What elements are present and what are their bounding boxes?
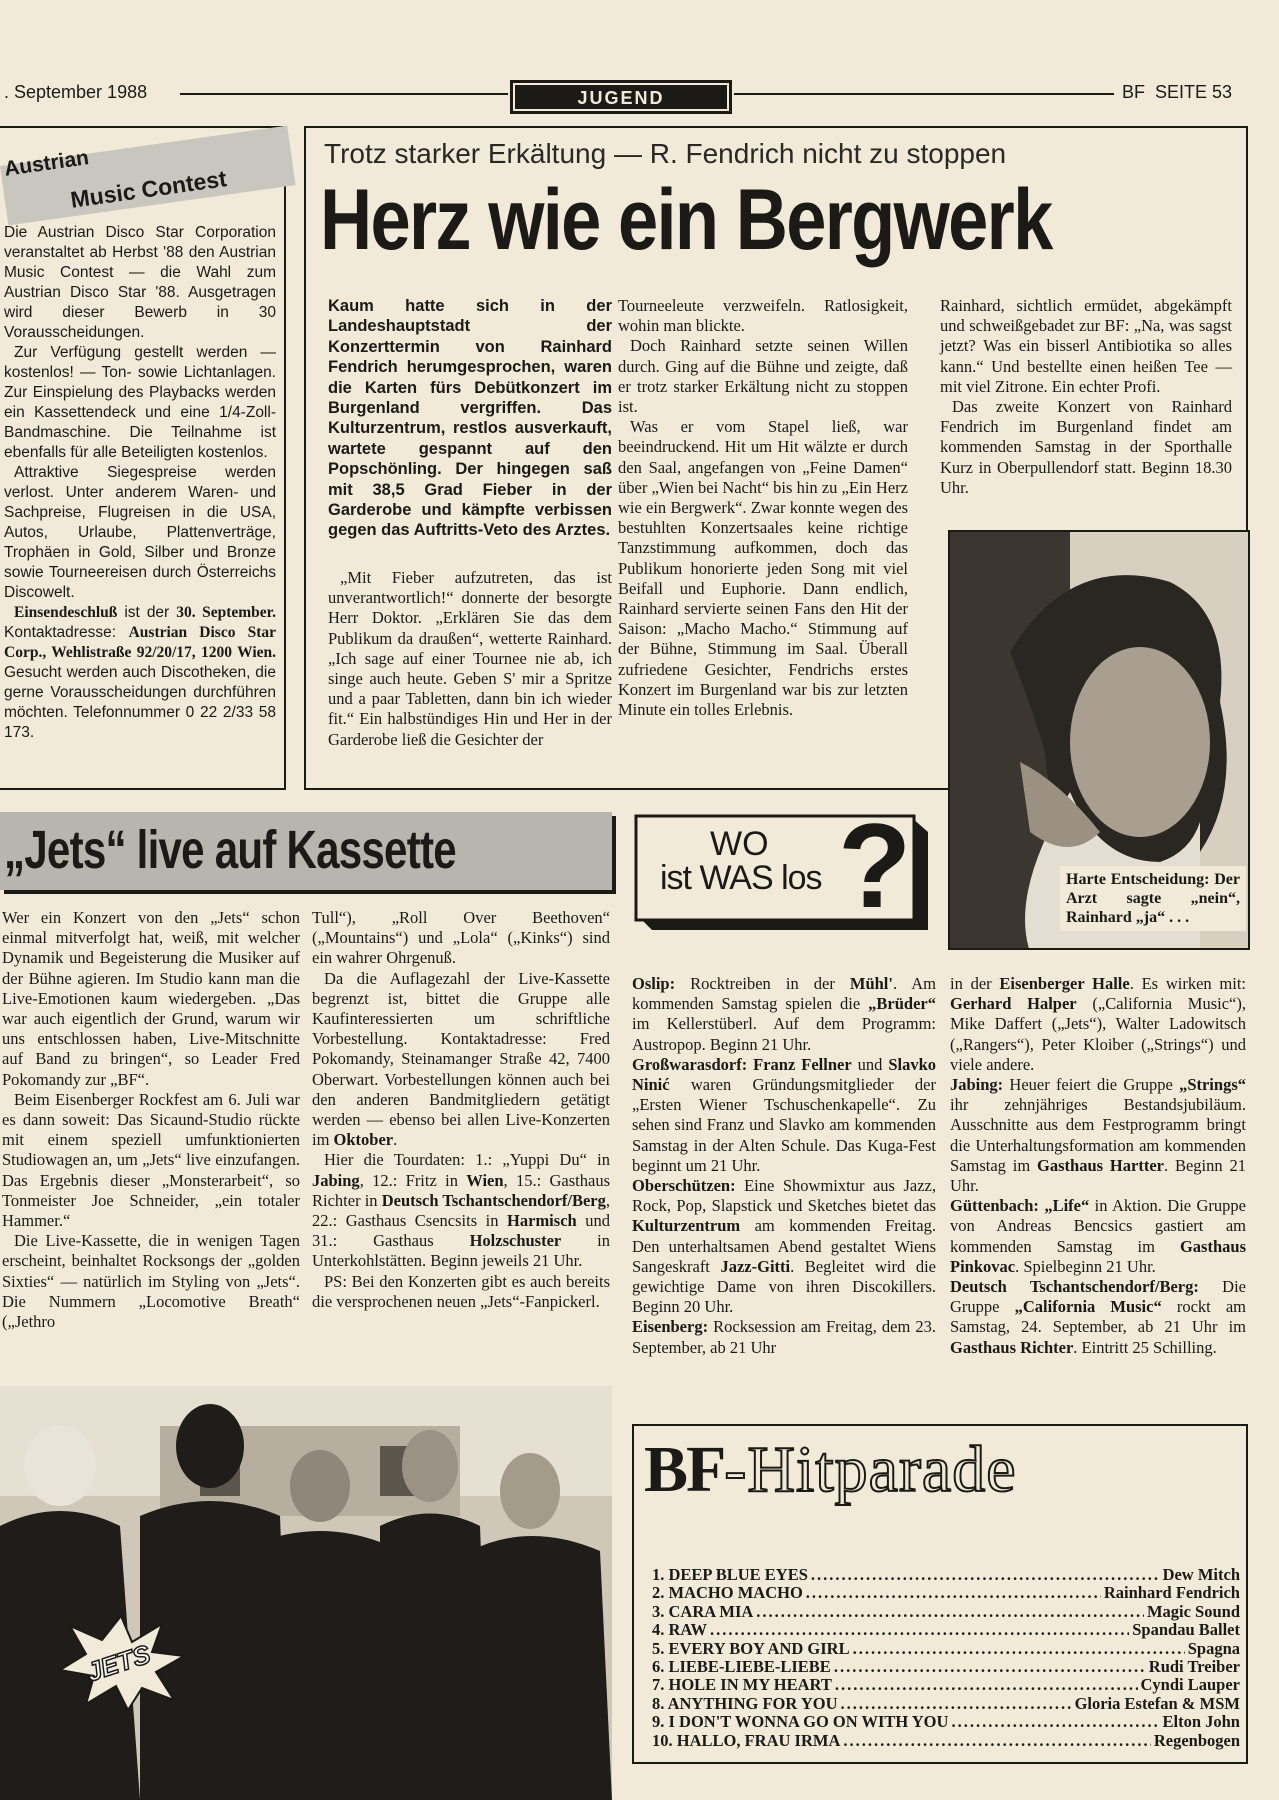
- entry-rank: 6.: [652, 1657, 665, 1677]
- hitparade-title: [644, 1432, 1017, 1516]
- event-bold: Jazz-Gitti: [720, 1256, 791, 1276]
- event-text: waren Gründungsmitglieder der „Ersten Wiener Tschuschenkapelle“. Zu sehen sind Franz und Slavko am kommenden Samstag in der Alten Schule. Das Kuga-Fest beginnt um 21 Uhr.: [632, 1075, 936, 1175]
- entry-artist: Dew Mitch: [1162, 1565, 1240, 1584]
- event-text: Die Gruppe: [950, 1277, 1246, 1317]
- band-illustration: [0, 1386, 612, 1800]
- article-paragraph: Was er vom Stapel ließ, war beeindruckend. Hit um Hit wälzte er durch den Saal, angefangen von „Feine Damen“ über „Wien bei Nacht“ bis hin zu „Ein Herz wie ein Bergwerk“. Zwar konnte wegen des bestuhlten Konzertsaales keine richtige Tanzstimmung aufkommen, doch das Publikum honorierte jeden Song mit viel Beifall und Euphorie. Dann endlich, Rainhard servierte seinen Fans den Hit der Saison: „Macho Macho.“ Stimmung auf der Bühne, Stimmung im Saal. Überall zufriedene Gesichter, Fendrichs erstes Konzert im Burgenland war bis zur letzten Minute ein tolles Erlebnis.: [618, 417, 908, 720]
- event-bold: „Brüder“: [868, 994, 936, 1014]
- event-place: Deutsch Tschantschendorf/Berg:: [950, 1277, 1199, 1297]
- entry-title: RAW: [668, 1620, 708, 1640]
- event-entry: [950, 1277, 1246, 1358]
- jets-bold: Oktober: [333, 1130, 394, 1150]
- fendrich-photo: [948, 530, 1250, 950]
- entry-rank-title: [652, 1695, 837, 1713]
- event-text: in der: [950, 974, 1000, 993]
- jets-paragraph: PS: Bei den Konzerten gibt es auch bereits die versprochenen neuen „Jets“-Fanpickerl.: [312, 1271, 610, 1311]
- event-bold: Gasthaus Richter: [950, 1337, 1074, 1357]
- event-text: ihr zehnjähriges Bestandsjubiläum. Ausschnitte aus dem Festprogramm bringt die Unterhaltungsformation am kommenden Samstag im: [950, 1095, 1246, 1175]
- article-column-2: [618, 296, 908, 720]
- jets-text: , 15.: Gasthaus Richter in: [312, 1170, 610, 1210]
- entry-rank-title: [652, 1603, 753, 1621]
- chart-entry: [652, 1713, 1240, 1731]
- chart-entry: [652, 1695, 1240, 1713]
- event-entry: [632, 1317, 936, 1357]
- event-text: („California Music“), Mike Daffert („Jets“), Walter Ladowitsch („Rangers“), Peter Kloiber („Strings“) und viele andere.: [950, 994, 1247, 1074]
- page-number: BF SEITE 53: [1122, 82, 1233, 102]
- hitparade-list: [652, 1566, 1240, 1750]
- entry-rank: 10.: [652, 1730, 673, 1750]
- entry-rank: 4.: [652, 1620, 665, 1640]
- leader-dots: [834, 1658, 1146, 1676]
- event-bold: Gerhard Halper: [950, 994, 1077, 1014]
- chart-entry: [652, 1621, 1240, 1639]
- entry-artist: Spagna: [1187, 1638, 1240, 1658]
- entry-rank: 2.: [652, 1583, 665, 1603]
- section-label: JUGEND: [510, 80, 732, 114]
- chart-entry: [652, 1732, 1240, 1750]
- event-place: Eisenberg:: [632, 1317, 709, 1337]
- entry-title: LIEBE-LIEBE-LIEBE: [668, 1657, 831, 1677]
- event-text: . Es wirken mit:: [1129, 974, 1247, 993]
- entry-artist: Regenbogen: [1153, 1730, 1240, 1750]
- entry-rank-title: [652, 1621, 707, 1639]
- chart-entry: [652, 1640, 1240, 1658]
- leader-dots: [806, 1584, 1101, 1602]
- event-text: . Eintritt 25 Schilling.: [1073, 1337, 1217, 1357]
- event-entry: [632, 1176, 936, 1317]
- event-text: Eine Showmixtur aus Jazz, Rock, Pop, Slapstick und Sketches bietet das: [632, 1176, 936, 1216]
- event-text: Rocksession am Freitag, dem 23. September, ab 21 Uhr: [632, 1317, 936, 1357]
- jets-badge: [56, 1614, 186, 1710]
- jets-text: , 22.: Gasthaus Csencsits in: [312, 1190, 610, 1231]
- leader-dots: [843, 1732, 1150, 1750]
- entry-rank: 1.: [652, 1565, 665, 1584]
- contest-article: [4, 223, 276, 743]
- wo-column-2: [950, 974, 1246, 1358]
- event-bold: Mühl': [849, 974, 893, 993]
- event-entry: [950, 1196, 1246, 1277]
- jets-band-photo: [0, 1386, 612, 1800]
- hitparade-title-bf: BF: [644, 1433, 725, 1506]
- event-place: Jabing:: [950, 1075, 1004, 1095]
- entry-title: EVERY BOY AND GIRL: [668, 1638, 850, 1658]
- leader-dots: [840, 1695, 1071, 1713]
- leader-dots: [835, 1676, 1138, 1694]
- question-mark-icon: ?: [838, 799, 912, 933]
- contact-rest: Gesucht werden auch Discotheken, die gerne Vorausscheidungen durchführen möchten. Telefonnummer 0 22 2/33 58 173.: [4, 664, 276, 741]
- event-text: . Am kommenden Samstag spielen die: [632, 974, 937, 1014]
- article-paragraph: Doch Rainhard setzte seinen Willen durch. Ging auf die Bühne und zeigte, daß er trotz starker Erkältung nicht zu stoppen ist.: [618, 336, 908, 417]
- leader-dots: [951, 1713, 1159, 1731]
- entry-title: I DON'T WONNA GO ON WITH YOU: [668, 1712, 949, 1732]
- event-bold: „Strings“: [1179, 1075, 1246, 1095]
- event-entry: [950, 1075, 1246, 1196]
- entry-title: MACHO MACHO: [668, 1583, 803, 1603]
- event-entry: [632, 1055, 936, 1176]
- deadline-date: 30. September.: [176, 604, 276, 621]
- entry-artist: Cyndi Lauper: [1140, 1675, 1240, 1695]
- wo-column-1: [632, 974, 936, 1358]
- jets-text: Da die Auflagezahl der Live-Kassette begrenzt ist, bittet die Gruppe alle Kaufinteressierten um schriftliche Vorbestellung. Kontaktadresse: Fred Pokomandy, Steinamanger Straße 42, 7400 Oberwart. Vorbestellungen können auch bei den anderen Bandmitgliedern getätigt werden — ebenso bei allen Live-Konzerten im: [312, 968, 610, 1150]
- entry-rank-title: [652, 1713, 948, 1731]
- deadline-text: ist der: [117, 604, 177, 621]
- article-column-3: [940, 296, 1232, 498]
- article-column-1: [328, 568, 612, 750]
- page-header: [0, 80, 1279, 114]
- event-text: . Begleitet wird die gewichtige Dame von ihren Discokillers. Beginn 20 Uhr.: [632, 1256, 936, 1317]
- jets-text: , 12.: Fritz in: [359, 1170, 467, 1190]
- entry-rank-title: [652, 1658, 831, 1676]
- entry-title: HALLO, FRAU IRMA: [676, 1730, 841, 1750]
- jets-paragraph: Beim Eisenberger Rockfest am 6. Juli war es dann soweit: Das Sicaund-Studio rückte mit einem speziell umfunktionierten Studiowagen an, um „Jets“ live einzufangen. Das Ergebnis dieser „Monsterarbeit“, so Tonmeister Joe Schneider, „ein totaler Hammer.“: [2, 1089, 300, 1231]
- banner-line-1: Austrian: [2, 146, 91, 181]
- event-text: rockt am Samstag, 24. September, ab 21 Uhr im: [950, 1297, 1247, 1337]
- jets-paragraph: Wer ein Konzert von den „Jets“ schon einmal mitverfolgt hat, weiß, mit welcher Dynamik und Begeisterung die Musiker auf der Bühne agieren. Im Studio kann man die Live-Emotionen kaum wiedergeben. „Das war auch eigentlich der Grund, warum wir uns entschlossen haben, Live-Mitschnitte auf Band zu bringen“, so Leader Fred Pokomandy zur „BF“.: [2, 908, 300, 1089]
- event-text: im Kellerstüberl. Auf dem Programm: Austropop. Beginn 21 Uhr.: [632, 1014, 936, 1054]
- entry-rank: 7.: [652, 1675, 665, 1695]
- chart-entry: [652, 1658, 1240, 1676]
- event-text: . Beginn 21 Uhr.: [950, 1155, 1246, 1196]
- article-paragraph: „Mit Fieber aufzutreten, das ist unverantwortlich!“ donnerte der besorgte Herr Doktor. „Erklären Sie das dem Publikum da draußen“, wetterte Rainhard. „Ich sage auf einer Tournee nie ab, ich singe auch heute. Geben S' mir a Spritze und a paar Tabletten, dann bin ich wieder fit.“ Ein halbstündiges Hin und Her in der Garderobe ließ die Gesichter der: [328, 568, 612, 749]
- wo-ist-was-los-logo: [632, 799, 932, 936]
- jets-column-2: [312, 908, 610, 1312]
- article-paragraph: Das zweite Konzert von Rainhard Fendrich im Burgenland findet am kommenden Samstag in der Sporthalle Kurz in Oberpullendorf statt. Beginn 18.30 Uhr.: [940, 397, 1232, 497]
- contact-intro: Kontaktadresse:: [4, 624, 129, 641]
- event-bold: Kulturzentrum: [632, 1216, 741, 1236]
- deadline-label: Einsendeschluß: [14, 604, 118, 621]
- jets-text: in Unterkohlstätten. Beginn jeweils 21 Uhr.: [312, 1231, 611, 1271]
- wo-line-1: WO: [710, 825, 769, 863]
- jets-bold: Jabing: [312, 1170, 360, 1190]
- hitparade-title-rest: -Hitparade: [724, 1433, 1017, 1506]
- jets-bold: Wien: [466, 1170, 504, 1190]
- entry-rank: 9.: [652, 1712, 665, 1732]
- leader-dots: [710, 1621, 1129, 1639]
- jets-bold: Holzschuster: [469, 1231, 562, 1251]
- event-bold: Slavko Ninić: [632, 1054, 937, 1095]
- entry-artist: Gloria Estefan & MSM: [1074, 1693, 1240, 1713]
- chart-entry: [652, 1676, 1240, 1694]
- jets-paragraph: Da die Auflagezahl der Live-Kassette begrenzt ist, bittet die Gruppe alle Kaufinteressierten um schriftliche Vorbestellung. Kontaktadresse: Fred Pokomandy, Steinamanger Straße 42, 7400 Oberwart. Vorbestellungen können auch bei den anderen Bandmitgliedern getätigt werden — ebenso bei allen Live-Konzerten im Oktober.: [312, 968, 610, 1150]
- wo-line-2: ist WAS los: [660, 859, 822, 897]
- jets-paragraph: Tull“), „Roll Over Beethoven“ („Mountains“) und „Lola“ („Kinks“) sind ein wahrer Ohrgenuß.: [312, 908, 610, 968]
- entry-rank-title: [652, 1732, 840, 1750]
- contest-paragraph: Attraktive Siegespreise werden verlost. Unter anderem Waren- und Sachpreise, Flugreisen in die USA, Autos, Urlaube, Plattenverträge, Trophäen in Gold, Silber und Bronze sowie Tourneereisen durch Österreichs Discowelt.: [4, 464, 276, 601]
- article-headline: Herz wie ein Bergwerk: [320, 172, 1052, 268]
- entry-title: HOLE IN MY HEART: [668, 1675, 832, 1695]
- contest-deadline: [4, 603, 276, 743]
- entry-rank-title: [652, 1640, 850, 1658]
- event-bold: Eisenberger Halle: [999, 974, 1130, 993]
- article-lead: Kaum hatte sich in der Landeshauptstadt der Konzerttermin von Rainhard Fendrich herumgesprochen, waren die Karten fürs Debütkonzert im Burgenland vergriffen. Das Kulturzentrum, restlos ausverkauft, wartete gespannt auf den Popschönling. Der hingegen saß mit 38,5 Grad Fieber in der Garderobe und kämpfte verbissen gegen das Auftritts-Veto des Arztes.: [328, 297, 612, 540]
- austrian-contest-box: [0, 126, 286, 790]
- event-place: Oberschützen:: [632, 1176, 736, 1196]
- article-kicker: Trotz starker Erkältung — R. Fendrich nicht zu stoppen: [324, 138, 1007, 169]
- entry-artist: Spandau Ballet: [1132, 1620, 1240, 1640]
- entry-rank-title: [652, 1676, 832, 1694]
- event-text: in Aktion. Die Gruppe von Andreas Bencsics gastiert am kommenden Samstag im: [950, 1196, 1246, 1256]
- entry-rank: 3.: [652, 1601, 665, 1621]
- article-paragraph: Rainhard, sichtlich ermüdet, abgekämpft und schweißgebadet zur BF: „Na, was sagst jetzt? Was ein bisserl Antibiotika so alles kann.“ Und bestellte einen heißen Tee — mit viel Zitrone. Ein echter Profi.: [940, 296, 1232, 396]
- chart-entry: [652, 1603, 1240, 1621]
- issue-date: . September 1988: [4, 82, 148, 102]
- entry-rank: 5.: [652, 1638, 665, 1658]
- jets-text: und 31.: Gasthaus: [312, 1211, 610, 1251]
- jets-bold: Harmisch: [507, 1211, 577, 1231]
- entry-rank: 8.: [652, 1693, 665, 1713]
- jets-headline: „Jets“ live auf Kassette: [4, 820, 456, 880]
- event-place: Güttenbach:: [950, 1196, 1039, 1216]
- event-text: Heuer feiert die Gruppe: [1003, 1075, 1180, 1095]
- jets-paragraph: Die Live-Kassette, die in wenigen Tagen erscheint, beinhaltet Rocksongs der „golden Sixties“ — natürlich im Styling von „Jets“. Die Nummern „Locomotive Breath“ („Jethro: [2, 1231, 300, 1332]
- hitparade-box: [632, 1424, 1248, 1764]
- article-paragraph: Tourneeleute verzweifeln. Ratlosigkeit, wohin man blickte.: [618, 296, 908, 336]
- leader-dots: [853, 1640, 1185, 1658]
- badge-label: JETS: [82, 1638, 154, 1688]
- leader-dots: [811, 1566, 1160, 1584]
- jets-column-1: [2, 908, 300, 1332]
- header-rule-right: [734, 93, 1114, 95]
- event-text: Rocktreiben in der: [675, 974, 850, 993]
- entry-artist: Magic Sound: [1146, 1601, 1240, 1621]
- jets-headline-box: [0, 812, 612, 890]
- event-entry: [632, 974, 936, 1055]
- event-text: . Spielbeginn 21 Uhr.: [1015, 1256, 1156, 1276]
- event-bold: Gasthaus Pinkovac: [950, 1236, 1246, 1276]
- chart-entry: [652, 1566, 1240, 1584]
- contest-paragraph: Zur Verfügung gestellt werden — kostenlos! — Ton- sowie Lichtanlagen. Zur Einspielung des Playbacks werden ein Kassettendeck und eine 1/4-Zoll-Bandmaschine. Die Teilnahme ist ebenfalls für alle Beteiligten kostenlos.: [4, 344, 276, 461]
- event-text: und: [851, 1054, 889, 1074]
- entry-artist: Elton John: [1162, 1712, 1240, 1732]
- event-text: am kommenden Freitag. Den unterhaltsamen Abend gestaltet Wiens Sangeskraft: [632, 1216, 936, 1276]
- event-bold: „Life“: [1044, 1196, 1090, 1216]
- event-bold: „California Music“: [1014, 1297, 1162, 1317]
- event-place: Oslip:: [632, 974, 676, 993]
- jets-text: Hier die Tourdaten: 1.: „Yuppi Du“ in: [324, 1150, 610, 1170]
- entry-title: ANYTHING FOR YOU: [667, 1693, 838, 1713]
- jets-bold: Deutsch Tschantschendorf/Berg: [381, 1190, 606, 1210]
- entry-artist: Rudi Treiber: [1148, 1657, 1240, 1677]
- entry-artist: Rainhard Fendrich: [1103, 1583, 1240, 1603]
- banner-line-2: Music Contest: [68, 165, 229, 213]
- event-entry: [950, 974, 1246, 1075]
- entry-title: CARA MIA: [668, 1601, 754, 1621]
- photo-caption: Harte Entscheidung: Der Arzt sagte „nein“, Rainhard „ja“ . . .: [1060, 866, 1246, 931]
- jets-tourdates: [312, 1150, 610, 1271]
- header-rule-left: [180, 93, 508, 95]
- entry-rank-title: [652, 1584, 803, 1602]
- chart-entry: [652, 1584, 1240, 1602]
- leader-dots: [756, 1603, 1144, 1621]
- contact-address: Austrian Disco Star Corp., Wehlistraße 92/20/17, 1200 Wien.: [4, 624, 277, 661]
- event-bold: Gasthaus Hartter: [1037, 1155, 1164, 1175]
- contest-paragraph: Die Austrian Disco Star Corporation veranstaltet ab Herbst '88 den Austrian Music Contest — die Wahl zum Austrian Disco Star '88. Ausgetragen wird dieser Bewerb in 30 Vorausscheidungen.: [4, 224, 276, 341]
- entry-title: DEEP BLUE EYES: [668, 1565, 808, 1584]
- event-place: Großwarasdorf:: [632, 1054, 748, 1074]
- entry-rank-title: [652, 1566, 808, 1584]
- event-bold: Franz Fellner: [753, 1054, 852, 1074]
